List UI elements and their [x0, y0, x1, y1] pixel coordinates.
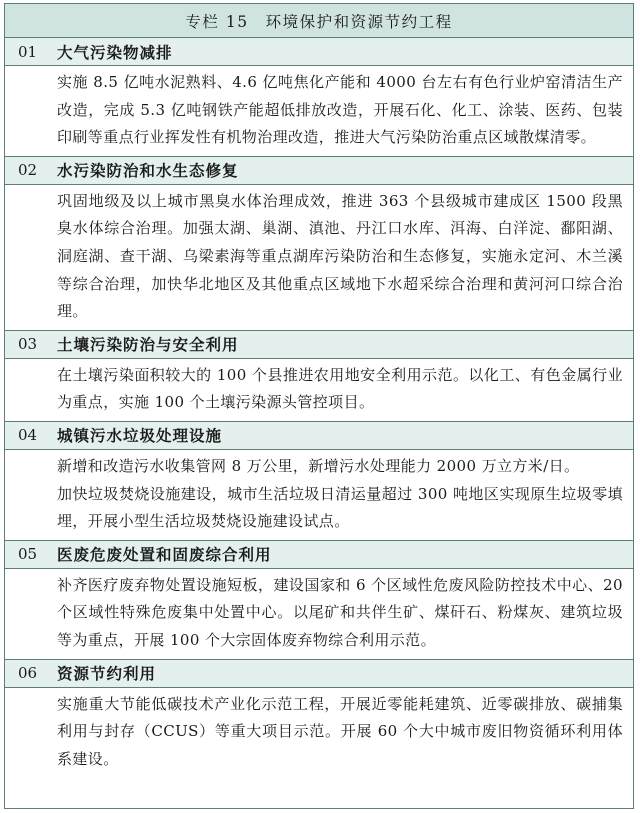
- section-paragraph: 巩固地级及以上城市黑臭水体治理成效，推进 363 个县级城市建成区 1500 段黑臭水体综合治理。加强太湖、巢湖、滇池、丹江口水库、洱海、白洋淀、鄱阳湖、洞庭湖、查干湖、乌梁素海等重点湖库污染防治和生态修复，实施永定河、木兰溪等综合治理，加快华北地区及其他重点区域地下水超采综合治理和黄河河口综合治理。: [57, 191, 623, 321]
- section-title: 土壤污染防治与安全利用: [57, 335, 239, 355]
- column-box: [4, 3, 634, 809]
- section-header: [5, 541, 633, 569]
- section-04: [5, 422, 633, 541]
- section-header: [5, 38, 633, 66]
- section-01: [5, 38, 633, 157]
- section-02: [5, 157, 633, 331]
- section-05: [5, 541, 633, 660]
- section-number: 06: [18, 664, 38, 682]
- section-body: [5, 66, 633, 156]
- section-number: 05: [18, 545, 38, 564]
- section-paragraph: 加快垃圾焚烧设施建设，城市生活垃圾日清运量超过 300 吨地区实现原生垃圾零填埋，开展小型生活垃圾焚烧设施建设试点。: [57, 484, 623, 531]
- section-title: 水污染防治和水生态修复: [57, 161, 239, 181]
- column-title: 专栏 15 环境保护和资源节约工程: [5, 4, 633, 38]
- section-paragraph: 在土壤污染面积较大的 100 个县推进农用地安全利用示范。以化工、有色金属行业为重点，实施 100 个土壤污染源头管控项目。: [57, 365, 623, 412]
- section-number: 01: [18, 42, 38, 61]
- section-paragraph: 实施 8.5 亿吨水泥熟料、4.6 亿吨焦化产能和 4000 台左右有色行业炉窑清洁生产改造，完成 5.3 亿吨钢铁产能超低排放改造，开展石化、化工、涂装、医药、包装印刷等重点行业挥发性有机物治理改造，推进大气污染防治重点区域散煤清零。: [57, 73, 623, 147]
- section-paragraph: 新增和改造污水收集管网 8 万公里，新增污水处理能力 2000 万立方米/日。: [57, 456, 580, 475]
- section-number: 02: [18, 161, 38, 180]
- section-header: [5, 422, 633, 450]
- section-body: [5, 569, 633, 659]
- section-body: [5, 688, 633, 778]
- section-body: [5, 359, 633, 421]
- section-header: [5, 157, 633, 185]
- section-title: 城镇污水垃圾处理设施: [57, 426, 223, 446]
- section-paragraph: 实施重大节能低碳技术产业化示范工程，开展近零能耗建筑、近零碳排放、碳捕集利用与封存（CCUS）等重大项目示范。开展 60 个大中城市废旧物资循环利用体系建设。: [57, 694, 623, 768]
- section-title: 大气污染物减排: [57, 42, 173, 62]
- section-body: [5, 450, 633, 540]
- section-03: [5, 331, 633, 422]
- section-header: [5, 660, 633, 688]
- section-title: 医废危废处置和固废综合利用: [57, 545, 272, 565]
- section-title: 资源节约利用: [57, 664, 157, 683]
- section-number: 04: [18, 426, 38, 445]
- section-header: [5, 331, 633, 359]
- section-paragraph: 补齐医疗废弃物处置设施短板，建设国家和 6 个区域性危废风险防控技术中心、20 个区域性特殊危废集中处置中心。以尾矿和共伴生矿、煤矸石、粉煤灰、建筑垃圾等为重点，开展 100 个大宗固体废弃物综合利用示范。: [57, 575, 623, 649]
- section-06: [5, 660, 633, 778]
- section-body: [5, 185, 633, 330]
- section-number: 03: [18, 335, 38, 354]
